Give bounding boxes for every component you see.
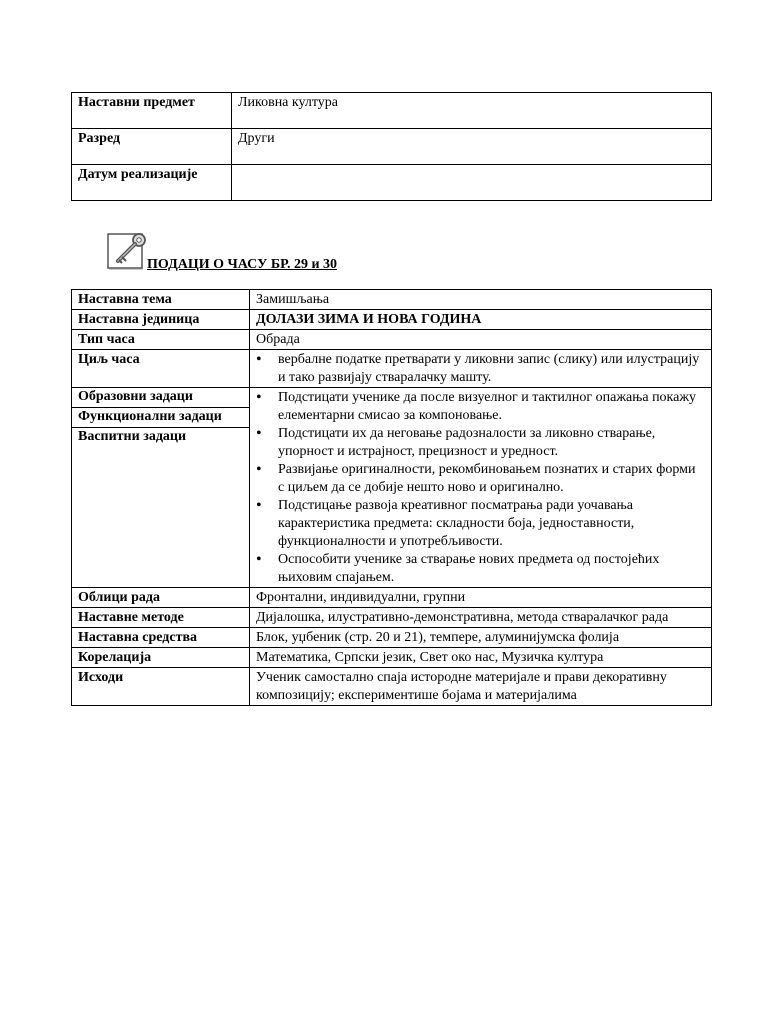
table-row bbox=[72, 129, 712, 165]
table-row bbox=[72, 648, 712, 668]
table-row bbox=[72, 608, 712, 628]
table-row bbox=[72, 93, 712, 129]
table-row bbox=[72, 628, 712, 648]
table-row bbox=[72, 388, 712, 588]
materials-label: Наставна средства bbox=[72, 628, 250, 648]
work-forms-label: Облици рада bbox=[72, 588, 250, 608]
list-item: • Развијање оригиналности, рекомбиновањем познатих и старих форми с циљем да се добије нешто ново и оригинално. bbox=[278, 461, 705, 497]
correlation-value: Математика, Српски језик, Свет око нас, Музичка култура bbox=[250, 648, 712, 668]
outcomes-value: Ученик самостално спаја истородне материјале и прави декоративну композицију; експериментише бојама и материјалима bbox=[250, 668, 712, 706]
methods-label: Наставне методе bbox=[72, 608, 250, 628]
date-label: Датум реализације bbox=[72, 165, 232, 201]
table-row bbox=[72, 165, 712, 201]
table-row bbox=[72, 290, 712, 310]
materials-value: Блок, уџбеник (стр. 20 и 21), темпере, алуминијумска фолија bbox=[250, 628, 712, 648]
table-row bbox=[72, 668, 712, 706]
table-row bbox=[72, 350, 712, 388]
list-item: • вербалне податке претварати у ликовни запис (слику) или илустрацију и тако развијају стваралачку машту. bbox=[278, 351, 705, 387]
functional-tasks-label: Функционални задаци bbox=[72, 408, 249, 428]
methods-value: Дијалошка, илустративно-демонстративна, метода стваралачког рада bbox=[250, 608, 712, 628]
list-item: • Оспособити ученике за стварање нових предмета од постојећих њиховим спајањем. bbox=[278, 551, 705, 587]
lesson-heading: ПОДАЦИ О ЧАСУ БР. 29 и 30 bbox=[147, 257, 338, 272]
goal-value bbox=[250, 350, 712, 388]
topic-label: Наставна тема bbox=[72, 290, 250, 310]
lesson-details-table bbox=[71, 289, 712, 706]
work-forms-value: Фронтални, индивидуални, групни bbox=[250, 588, 712, 608]
key-icon bbox=[106, 230, 148, 270]
list-item: • Подстицање развоја креативног посматрања ради уочавања карактеристика предмета: складности боја, једноставности, функционалности и употребљивости. bbox=[278, 497, 705, 551]
lesson-type-label: Тип часа bbox=[72, 330, 250, 350]
upbringing-tasks-label: Васпитни задаци bbox=[78, 429, 187, 444]
subject-label: Наставни предмет bbox=[72, 93, 232, 129]
grade-label: Разред bbox=[72, 129, 232, 165]
outcomes-label: Исходи bbox=[72, 668, 250, 706]
table-row bbox=[72, 310, 712, 330]
correlation-label: Корелација bbox=[72, 648, 250, 668]
educational-tasks-label: Образовни задаци bbox=[72, 388, 249, 408]
list-item: • Подстицати их да неговање радозналости за ликовно стварање, упорност и истрајност, прецизност и уредност. bbox=[278, 425, 705, 461]
tasks-list bbox=[256, 389, 705, 587]
goal-label: Циљ часа bbox=[72, 350, 250, 388]
tasks-value bbox=[250, 388, 712, 588]
grade-value: Други bbox=[232, 129, 712, 165]
subject-info-table bbox=[71, 92, 712, 201]
goal-list bbox=[256, 351, 705, 387]
tasks-labels bbox=[72, 388, 250, 588]
unit-label: Наставна јединица bbox=[72, 310, 250, 330]
lesson-heading-block bbox=[106, 230, 506, 274]
topic-value: Замишљања bbox=[250, 290, 712, 310]
table-row bbox=[72, 330, 712, 350]
unit-value: ДОЛАЗИ ЗИМА И НОВА ГОДИНА bbox=[250, 310, 712, 330]
list-item: • Подстицати ученике да после визуелног и тактилног опажања покажу елементарни смисао за компоновање. bbox=[278, 389, 705, 425]
subject-value: Ликовна култура bbox=[232, 93, 712, 129]
date-value bbox=[232, 165, 712, 201]
lesson-type-value: Обрада bbox=[250, 330, 712, 350]
table-row bbox=[72, 588, 712, 608]
